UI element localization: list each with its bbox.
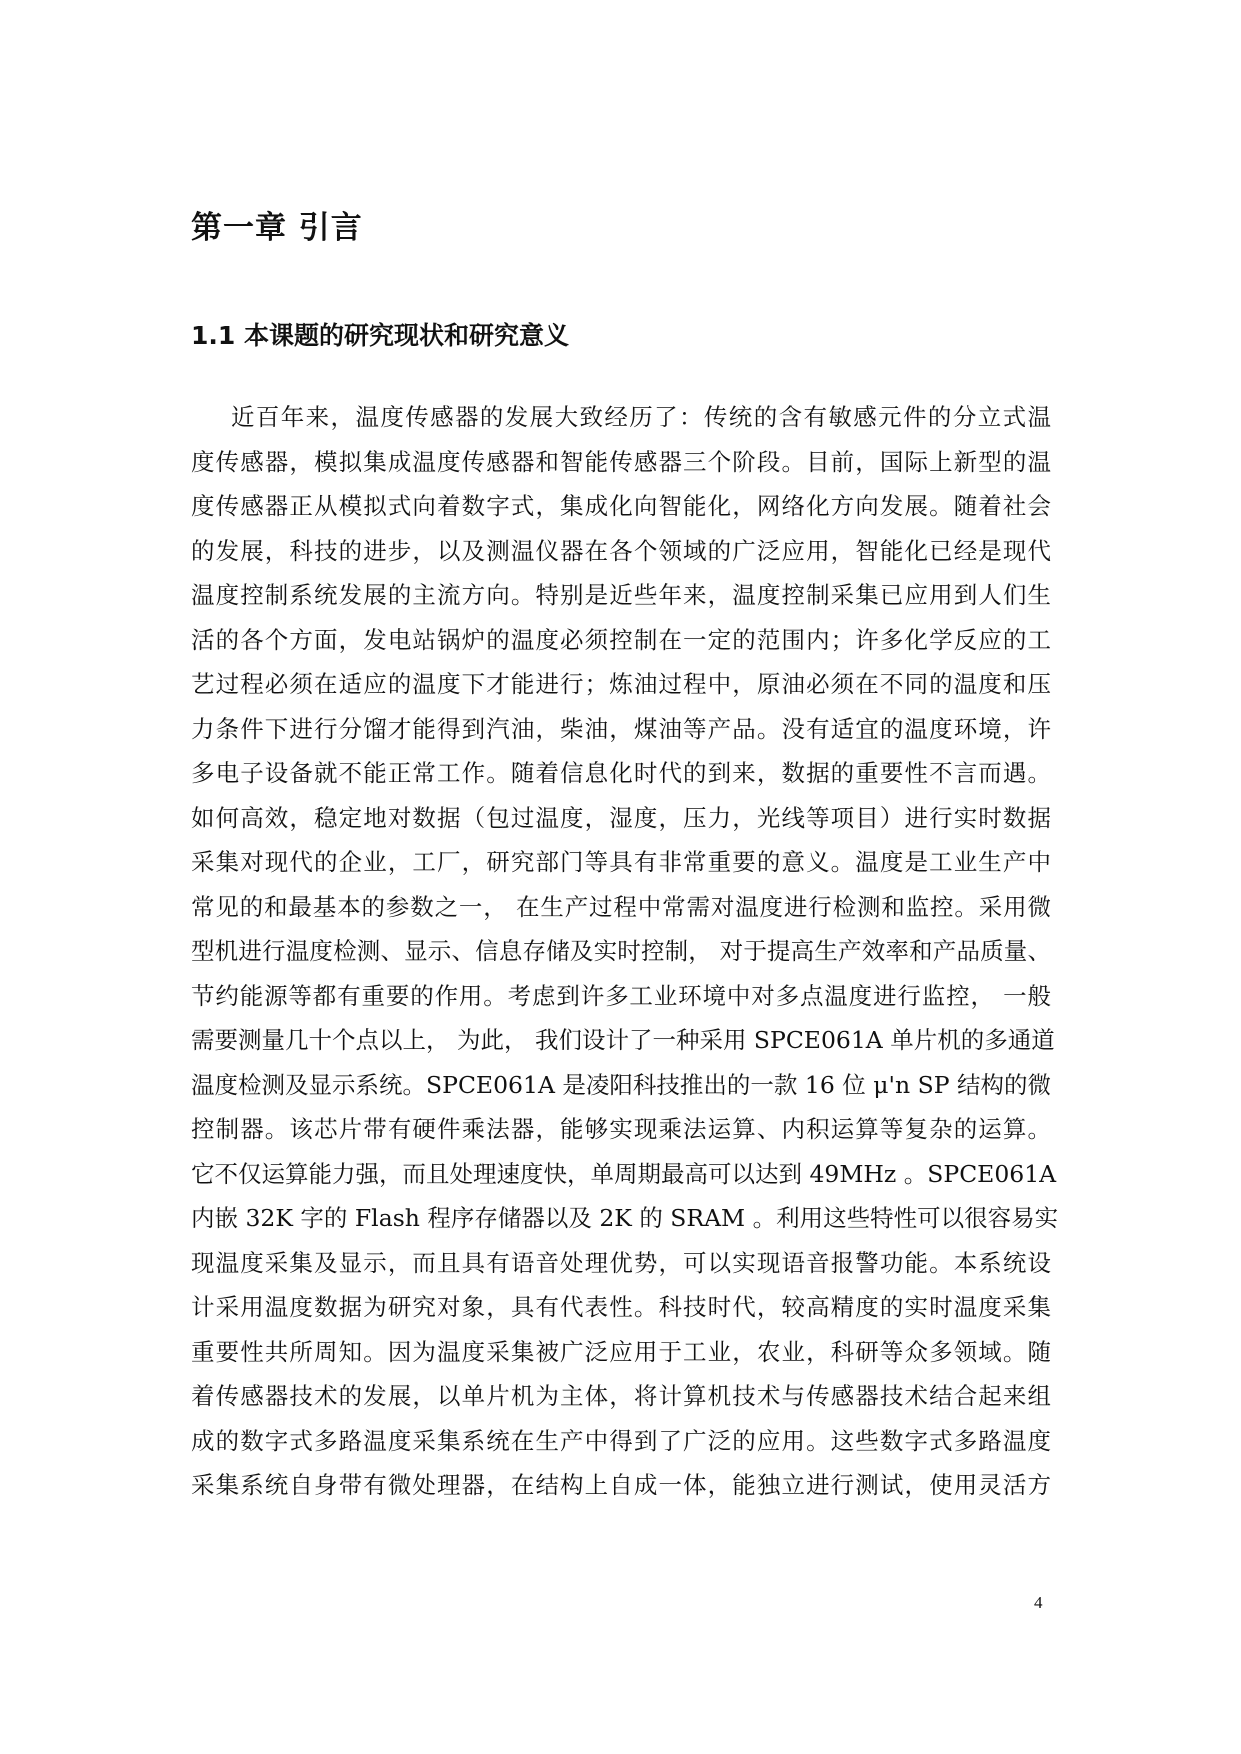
paragraph-line: 温度检测及显示系统。SPCE061A 是凌阳科技推出的一款 16 位 μ'n SP 结构的微: [191, 1070, 1051, 1099]
paragraph-line: 活的各个方面，发电站锅炉的温度必须控制在一定的范围内；许多化学反应的工: [191, 625, 1051, 654]
paragraph-line: 重要性共所周知。因为温度采集被广泛应用于工业，农业，科研等众多领域。随: [191, 1337, 1051, 1366]
paragraph-line: 如何高效，稳定地对数据（包过温度，湿度，压力，光线等项目）进行实时数据: [191, 803, 1051, 832]
paragraph-line: 控制器。该芯片带有硬件乘法器，能够实现乘法运算、内积运算等复杂的运算。: [191, 1115, 1051, 1143]
paragraph-line: 近百年来，温度传感器的发展大致经历了：传统的含有敏感元件的分立式温: [231, 403, 1051, 431]
paragraph-line: 艺过程必须在适应的温度下才能进行；炼油过程中，原油必须在不同的温度和压: [191, 670, 1051, 698]
paragraph-line: 内嵌 32K 字的 Flash 程序存储器以及 2K 的 SRAM 。利用这些特性可以很容易实: [191, 1204, 1059, 1232]
paragraph-line: 度传感器正从模拟式向着数字式，集成化向智能化，网络化方向发展。随着社会: [191, 492, 1051, 520]
paragraph-line: 成的数字式多路温度采集系统在生产中得到了广泛的应用。这些数字式多路温度: [191, 1426, 1051, 1455]
paragraph-line: 度传感器，模拟集成温度传感器和智能传感器三个阶段。目前，国际上新型的温: [191, 447, 1051, 476]
paragraph-line: 温度控制系统发展的主流方向。特别是近些年来，温度控制采集已应用到人们生: [191, 581, 1051, 609]
body-paragraph: [191, 395, 1059, 1508]
paragraph-line: 采集对现代的企业，工厂，研究部门等具有非常重要的意义。温度是工业生产中: [191, 848, 1051, 876]
paragraph-line: 节约能源等都有重要的作用。考虑到许多工业环境中对多点温度进行监控， 一般: [191, 981, 1051, 1010]
paragraph-line: 计采用温度数据为研究对象，具有代表性。科技时代，较高精度的实时温度采集: [191, 1293, 1051, 1321]
paragraph-line: 的发展，科技的进步，以及测温仪器在各个领域的广泛应用，智能化已经是现代: [191, 536, 1051, 565]
paragraph-line: 力条件下进行分馏才能得到汽油，柴油，煤油等产品。没有适宜的温度环境，许: [191, 714, 1051, 743]
paragraph-line: 它不仅运算能力强，而且处理速度快，单周期最高可以达到 49MHz 。SPCE061A: [191, 1159, 1057, 1188]
paragraph-line: 采集系统自身带有微处理器，在结构上自成一体，能独立进行测试，使用灵活方: [191, 1471, 1051, 1499]
page-number: 4: [1034, 1593, 1043, 1612]
paragraph-line: 多电子设备就不能正常工作。随着信息化时代的到来，数据的重要性不言而遇。: [191, 759, 1051, 787]
paragraph-line: 现温度采集及显示，而且具有语音处理优势，可以实现语音报警功能。本系统设: [191, 1248, 1051, 1277]
chapter-title: 第一章 引言: [191, 210, 363, 246]
section-title: 1.1 本课题的研究现状和研究意义: [191, 321, 569, 350]
paragraph-line: 型机进行温度检测、显示、信息存储及实时控制， 对于提高生产效率和产品质量、: [191, 937, 1051, 965]
paragraph-line: 需要测量几十个点以上， 为此， 我们设计了一种采用 SPCE061A 单片机的多通道: [191, 1026, 1055, 1054]
paragraph-line: 常见的和最基本的参数之一， 在生产过程中常需对温度进行检测和监控。采用微: [191, 892, 1051, 921]
paragraph-line: 着传感器技术的发展，以单片机为主体，将计算机技术与传感器技术结合起来组: [191, 1382, 1051, 1410]
